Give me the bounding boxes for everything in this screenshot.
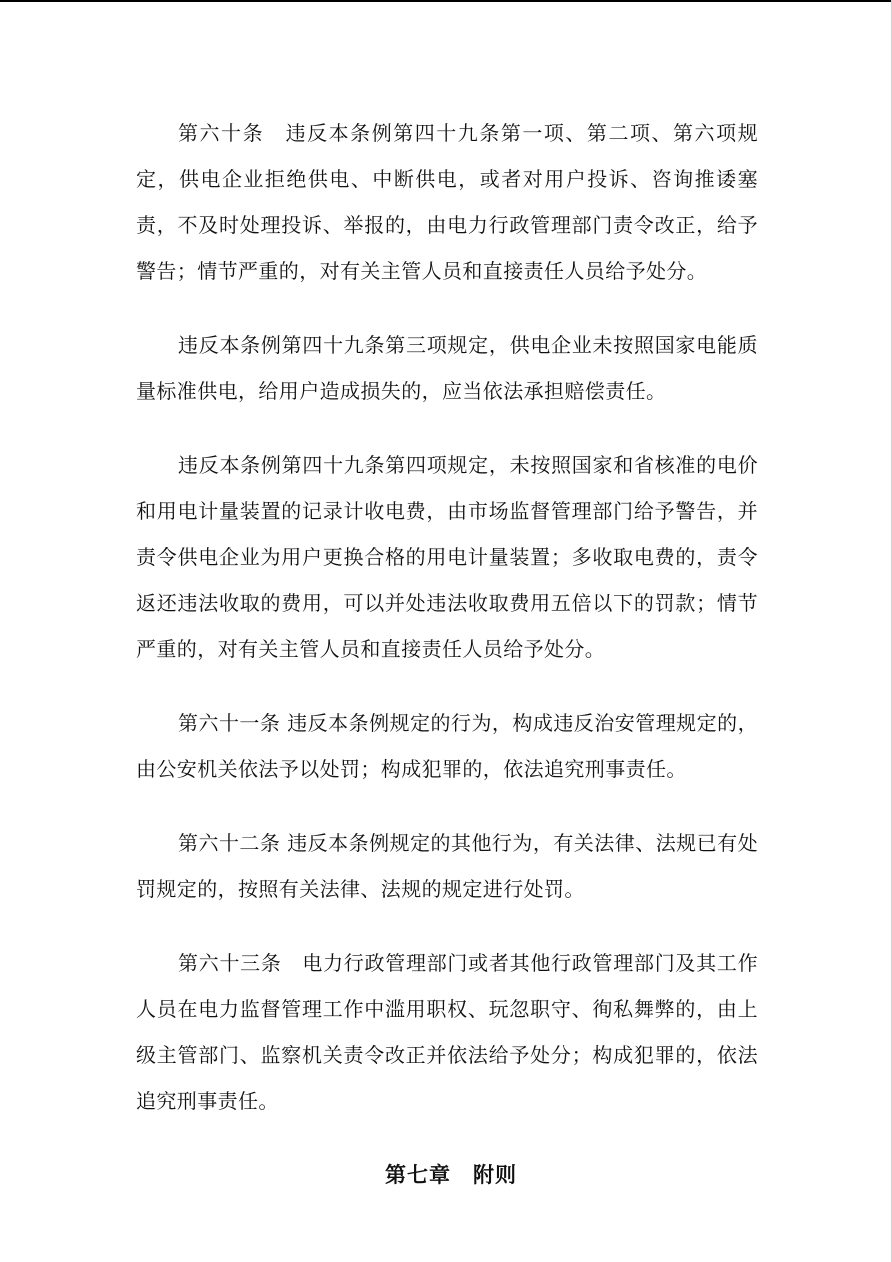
- article-63-paragraph: 第六十三条 电力行政管理部门或者其他行政管理部门及其工作人员在电力监督管理工作中滥用职权、玩忽职守、徇私舞弊的，由上级主管部门、监察机关责令改正并依法给予处分；构成犯罪的，依法追究刑事责任。: [136, 951, 758, 1113]
- article-61-paragraph: 第六十一条 违反本条例规定的行为，构成违反治安管理规定的，由公安机关依法予以处罚；构成犯罪的，依法追究刑事责任。: [136, 711, 758, 781]
- page-top-border: [0, 0, 892, 2]
- article-60-paragraph: 第六十条 违反本条例第四十九条第一项、第二项、第六项规定，供电企业拒绝供电、中断供电，或者对用户投诉、咨询推诿塞责，不及时处理投诉、举报的，由电力行政管理部门责令改正，给予警告；情节严重的，对有关主管人员和直接责任人员给予处分。: [136, 121, 758, 283]
- article-60-clause-3-paragraph: 违反本条例第四十九条第三项规定，供电企业未按照国家电能质量标准供电，给用户造成损失的，应当依法承担赔偿责任。: [136, 333, 758, 403]
- chapter-7-title: 第七章 附则: [385, 1162, 517, 1187]
- article-60-clause-4-paragraph: 违反本条例第四十九条第四项规定，未按照国家和省核准的电价和用电计量装置的记录计收电费，由市场监督管理部门给予警告，并责令供电企业为用户更换合格的用电计量装置；多收取电费的，责令返还违法收取的费用，可以并处违法收取费用五倍以下的罚款；情节严重的，对有关主管人员和直接责任人员给予处分。: [136, 453, 758, 661]
- document-page: [136, 110, 758, 1198]
- article-62-paragraph: 第六十二条 违反本条例规定的其他行为，有关法律、法规已有处罚规定的，按照有关法律、法规的规定进行处罚。: [136, 831, 758, 901]
